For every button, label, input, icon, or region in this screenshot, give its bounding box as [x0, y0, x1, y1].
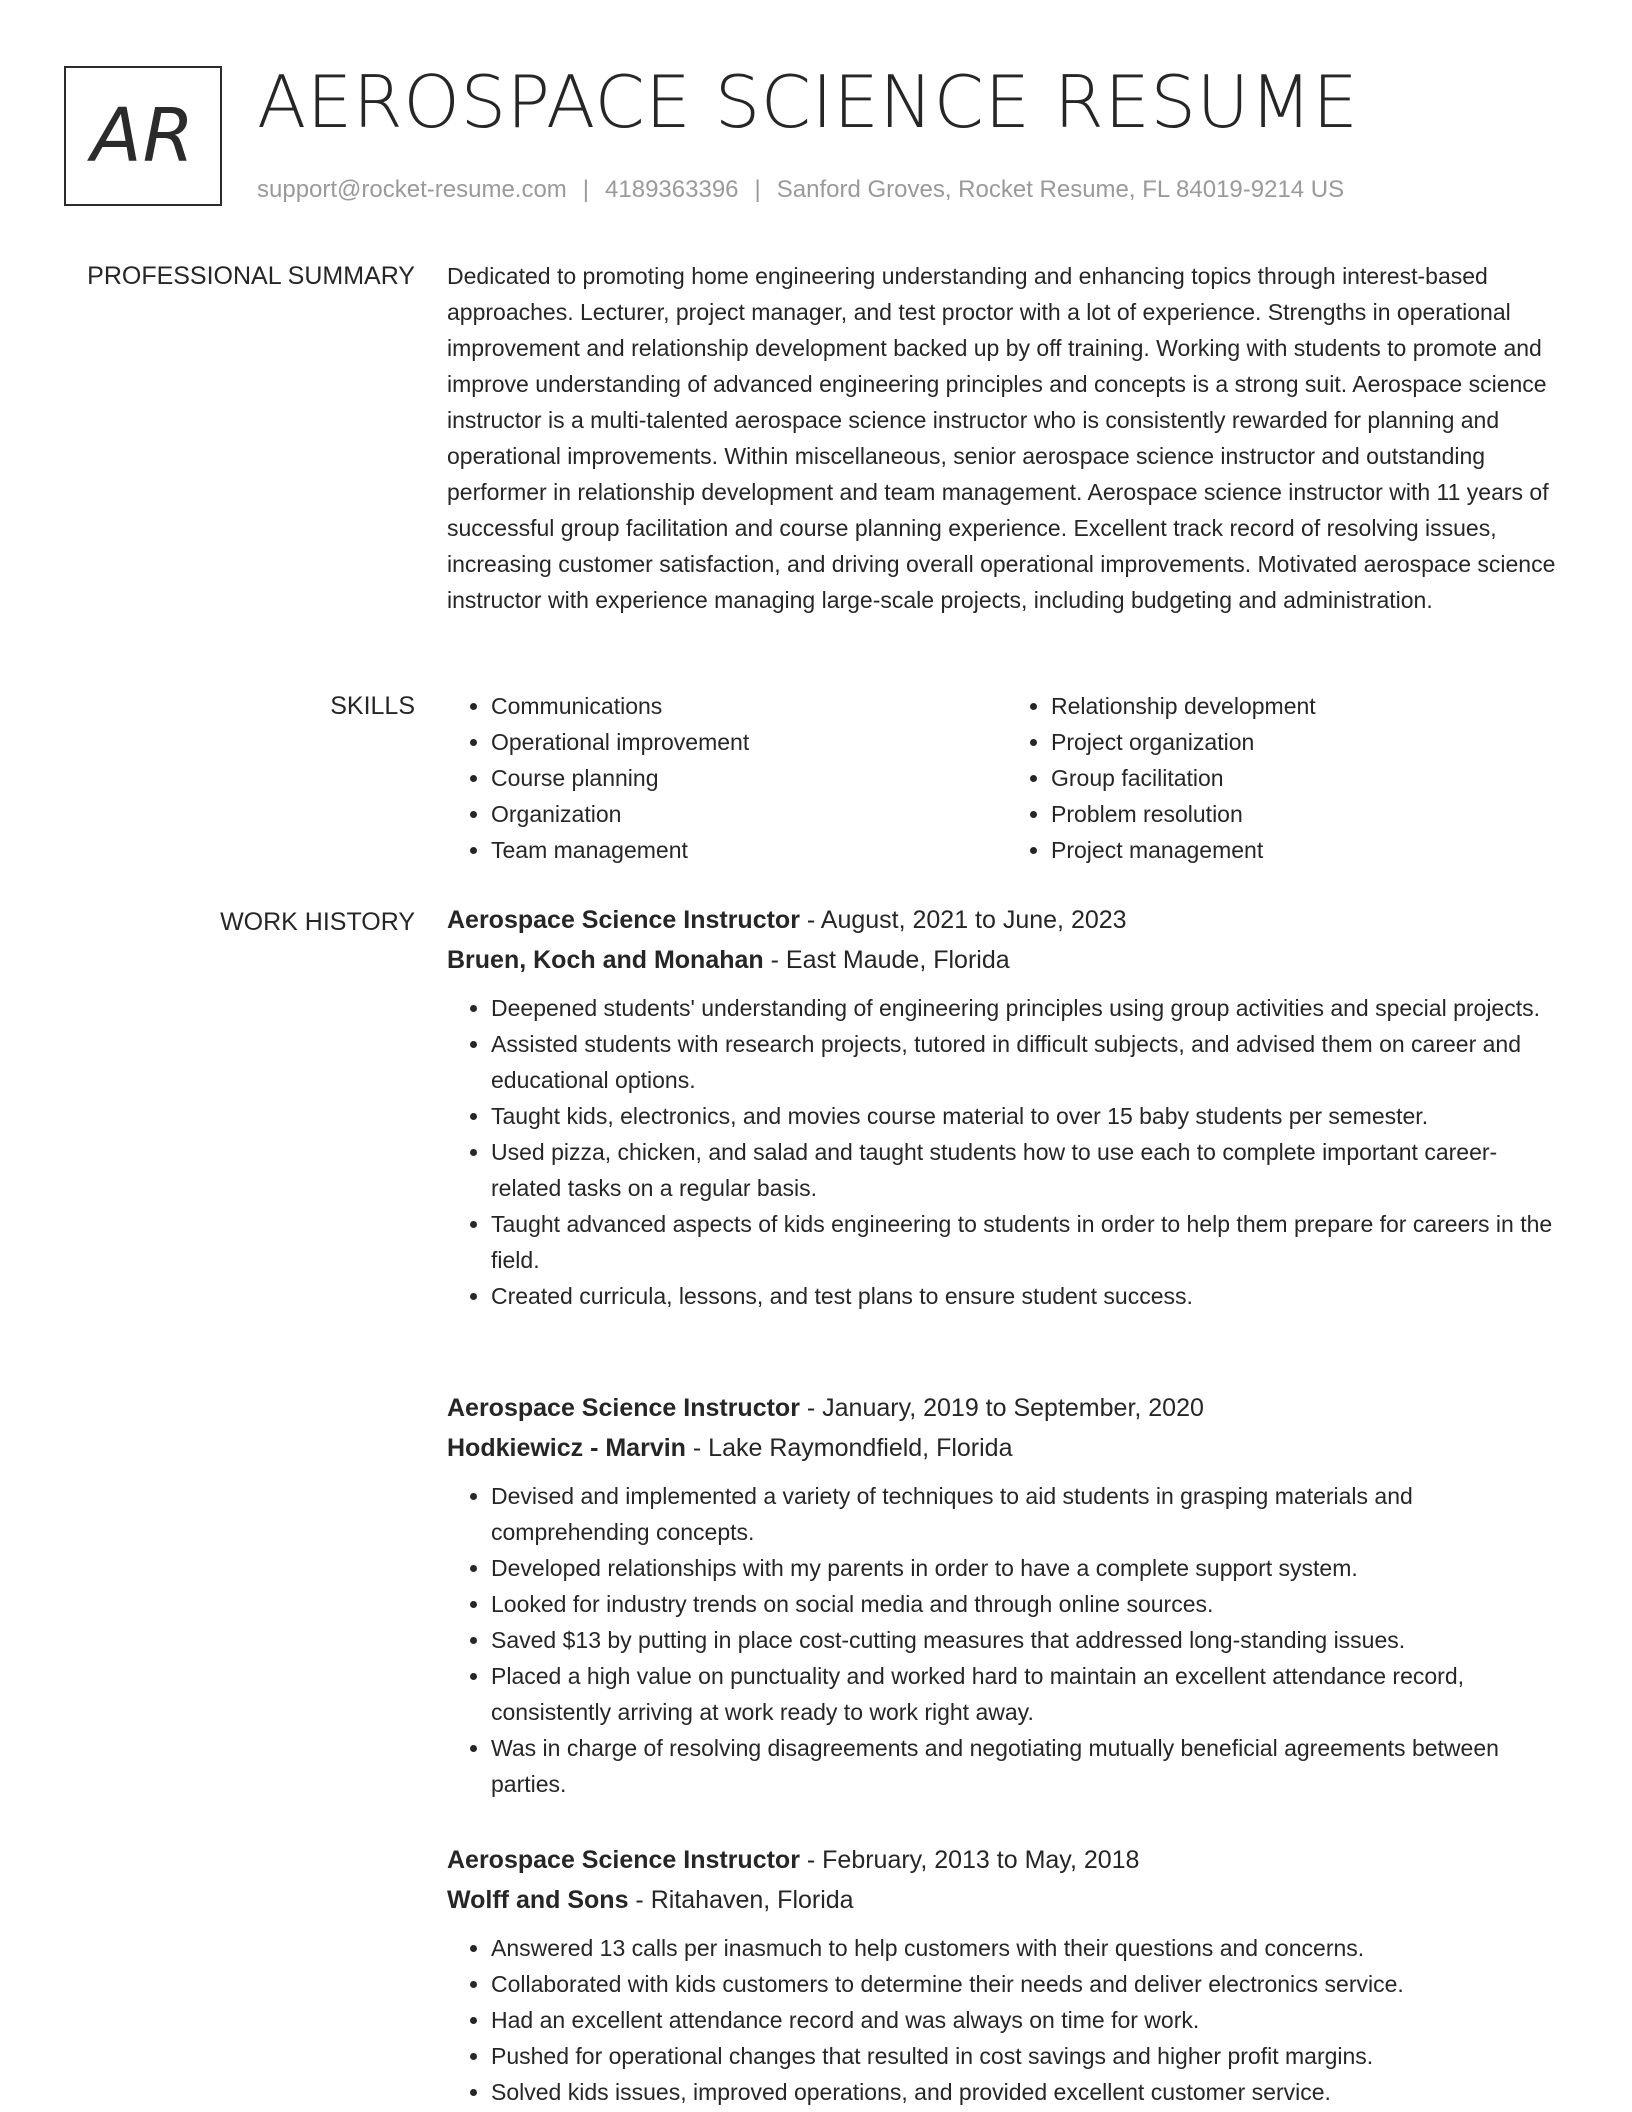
- skill-item: • Course planning: [491, 760, 1007, 796]
- job-title-line: Aerospace Science Instructor - January, 2019 to September, 2020: [447, 1394, 1204, 1422]
- job-location: East Maude, Florida: [785, 946, 1010, 974]
- job-bullet: • Created curricula, lessons, and test plans to ensure student success.: [491, 1278, 1567, 1314]
- job-bullet: • Placed a high value on punctuality and worked hard to maintain an excellent attendance record, consistently arriving at work ready to work right away.: [491, 1658, 1567, 1730]
- skills-column-left: [447, 688, 1007, 868]
- skill-item: • Communications: [491, 688, 1007, 724]
- job-title: Aerospace Science Instructor: [447, 906, 800, 934]
- skill-item: • Operational improvement: [491, 724, 1007, 760]
- job-bullet: • Had an excellent attendance record and was always on time for work.: [491, 2002, 1567, 2038]
- contact-separator: |: [582, 176, 590, 203]
- job-entry: [447, 1388, 1567, 1802]
- contact-separator: |: [754, 176, 761, 203]
- job-bullet: • Assisted students with research projects, tutored in difficult subjects, and advised them on career and educational options.: [491, 1026, 1567, 1098]
- job-company: Hodkiewicz - Marvin: [447, 1434, 686, 1462]
- job-title-line: Aerospace Science Instructor - August, 2021 to June, 2023: [447, 906, 1127, 934]
- job-bullets: [447, 990, 1567, 1314]
- skills-column-right: [1007, 688, 1567, 868]
- job-bullet: • Developed relationships with my parents in order to have a complete support system.: [491, 1550, 1567, 1586]
- job-dates: August, 2021 to June, 2023: [820, 906, 1127, 934]
- job-company-line: Wolff and Sons - Ritahaven, Florida: [447, 1886, 854, 1914]
- skill-item: • Team management: [491, 832, 1007, 868]
- job-bullet: • Answered 13 calls per inasmuch to help customers with their questions and concerns.: [491, 1930, 1567, 1966]
- job-title: Aerospace Science Instructor: [447, 1846, 800, 1874]
- section-label-work-history: WORK HISTORY: [220, 908, 415, 936]
- job-location: Lake Raymondfield, Florida: [708, 1434, 1013, 1462]
- job-dates: January, 2019 to September, 2020: [822, 1394, 1204, 1422]
- job-company-line: Hodkiewicz - Marvin - Lake Raymondfield, Florida: [447, 1434, 1013, 1462]
- job-company: Bruen, Koch and Monahan: [447, 946, 764, 974]
- job-bullet: • Looked for industry trends on social media and through online sources.: [491, 1586, 1567, 1622]
- job-location: Ritahaven, Florida: [650, 1886, 854, 1914]
- job-bullet: • Saved $13 by putting in place cost-cutting measures that addressed long-standing issues.: [491, 1622, 1567, 1658]
- job-bullet: • Was in charge of resolving disagreements and negotiating mutually beneficial agreements between parties.: [491, 1730, 1567, 1802]
- skill-item: • Organization: [491, 796, 1007, 832]
- section-label-skills: SKILLS: [330, 692, 415, 720]
- skill-item: • Problem resolution: [1051, 796, 1567, 832]
- monogram-initials: AR: [90, 93, 196, 179]
- monogram-box: [64, 66, 222, 206]
- contact-address: Sanford Groves, Rocket Resume, FL 84019-9214 US: [776, 176, 1345, 203]
- job-bullet: • Solved kids issues, improved operations, and provided excellent customer service.: [491, 2074, 1567, 2110]
- job-entry: [447, 900, 1567, 1314]
- job-company-line: Bruen, Koch and Monahan - East Maude, Florida: [447, 946, 1010, 974]
- skill-item: • Relationship development: [1051, 688, 1567, 724]
- job-bullet: • Collaborated with kids customers to determine their needs and deliver electronics service.: [491, 1966, 1567, 2002]
- skills-list: [447, 688, 1567, 868]
- job-bullet: • Pushed for operational changes that resulted in cost savings and higher profit margins.: [491, 2038, 1567, 2074]
- job-bullet: • Devised and implemented a variety of techniques to aid students in grasping materials and comprehending concepts.: [491, 1478, 1567, 1550]
- job-bullets: [447, 1930, 1567, 2110]
- skill-item: • Project organization: [1051, 724, 1567, 760]
- job-title-line: Aerospace Science Instructor - February, 2013 to May, 2018: [447, 1846, 1140, 1874]
- job-bullet: • Taught kids, electronics, and movies course material to over 15 baby students per semester.: [491, 1098, 1567, 1134]
- job-dates: February, 2013 to May, 2018: [822, 1846, 1140, 1874]
- job-bullets: [447, 1478, 1567, 1802]
- job-bullet: • Taught advanced aspects of kids engineering to students in order to help them prepare for careers in the field.: [491, 1206, 1567, 1278]
- section-label-summary: PROFESSIONAL SUMMARY: [87, 262, 415, 290]
- job-entry: [447, 1840, 1567, 2110]
- contact-email[interactable]: support@rocket-resume.com: [257, 176, 567, 203]
- job-company: Wolff and Sons: [447, 1886, 629, 1914]
- contact-line: [257, 172, 1344, 208]
- job-bullet: • Used pizza, chicken, and salad and taught students how to use each to complete important career-related tasks on a regular basis.: [491, 1134, 1567, 1206]
- skill-item: • Project management: [1051, 832, 1567, 868]
- job-bullet: • Deepened students' understanding of engineering principles using group activities and special projects.: [491, 990, 1567, 1026]
- job-title: Aerospace Science Instructor: [447, 1394, 800, 1422]
- resume-title: AEROSPACE SCIENCE RESUME: [257, 60, 1359, 144]
- skill-item: • Group facilitation: [1051, 760, 1567, 796]
- contact-phone[interactable]: 4189363396: [605, 176, 739, 203]
- summary-text: Dedicated to promoting home engineering understanding and enhancing topics through interest-based approaches. Lecturer, project manager, and test proctor with a lot of experience. Strengths in operational improvement and relationship development backed up by off training. Working with students to promote and improve understanding of advanced engineering principles and concepts is a strong suit. Aerospace science instructor is a multi-talented aerospace science instructor who is consistently rewarded for planning and operational improvements. Within miscellaneous, senior aerospace science instructor and outstanding performer in relationship development and team management. Aerospace science instructor with 11 years of successful group facilitation and course planning experience. Excellent track record of resolving issues, increasing customer satisfaction, and driving overall operational improvements. Motivated aerospace science instructor with experience managing large-scale projects, including budgeting and administration.: [447, 263, 1556, 613]
